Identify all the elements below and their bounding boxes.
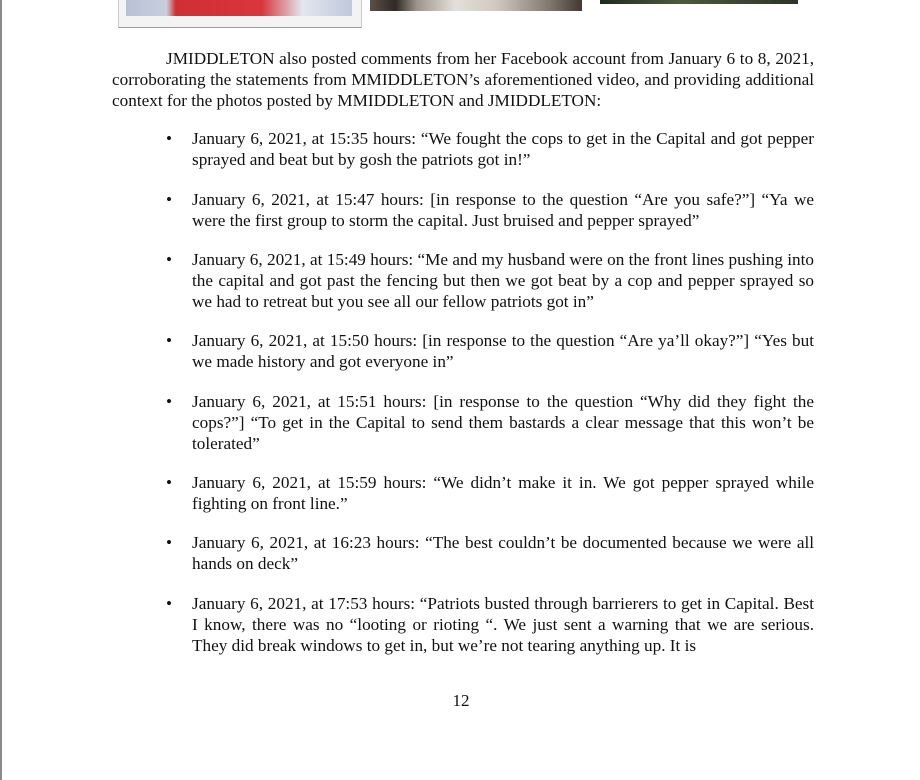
intro-paragraph: JMIDDLETON also posted comments from her Facebook account from January 6 to 8, 2021, corroborating the statements from MMIDDLETON’s aforementioned video, and providing additional context for the photos posted by MMIDDLETON and JMIDDLETON: bbox=[112, 49, 814, 110]
facebook-comments-list bbox=[112, 128, 814, 656]
photo-image bbox=[126, 0, 352, 16]
photo-frame bbox=[118, 0, 362, 28]
list-item: • January 6, 2021, at 17:53 hours: “Patriots busted through barrierers to get in Capital. Best I know, there was no “looting or rioting “. We just sent a warning that we are serious. They did break windows to get in, but we’re not tearing anything up. It is bbox=[112, 593, 814, 656]
document-page bbox=[2, 0, 920, 780]
list-item: • January 6, 2021, at 15:47 hours: [in response to the question “Are you safe?”] “Ya we were the first group to storm the capital. Just bruised and pepper sprayed” bbox=[112, 189, 814, 249]
page-number: 12 bbox=[452, 691, 470, 710]
list-item: • January 6, 2021, at 15:50 hours: [in response to the question “Are ya’ll okay?”] “Yes but we made history and got everyone in” bbox=[112, 330, 814, 391]
photo-thumbnail-2 bbox=[370, 0, 582, 11]
photo-thumbnail-1 bbox=[118, 0, 362, 28]
list-item: • January 6, 2021, at 15:51 hours: [in response to the question “Why did they fight the cops?”] “To get in the Capital to send them bastards a clear message that this won’t be tolerated” bbox=[112, 391, 814, 472]
list-item: • January 6, 2021, at 15:35 hours: “We fought the cops to get in the Capital and got pepper sprayed and beat but by gosh the patriots got in!” bbox=[112, 128, 814, 189]
photo-thumbnail-3 bbox=[600, 0, 798, 4]
list-item: • January 6, 2021, at 16:23 hours: “The best couldn’t be documented because we were all hands on deck” bbox=[112, 532, 814, 593]
list-item: • January 6, 2021, at 15:59 hours: “We didn’t make it in. We got pepper sprayed while fighting on front line.” bbox=[112, 472, 814, 532]
list-item: • January 6, 2021, at 15:49 hours: “Me and my husband were on the front lines pushing into the capital and got past the fencing but then we got beat by a cop and pepper sprayed so we had to retreat but you see all our fellow patriots got in” bbox=[112, 249, 814, 330]
